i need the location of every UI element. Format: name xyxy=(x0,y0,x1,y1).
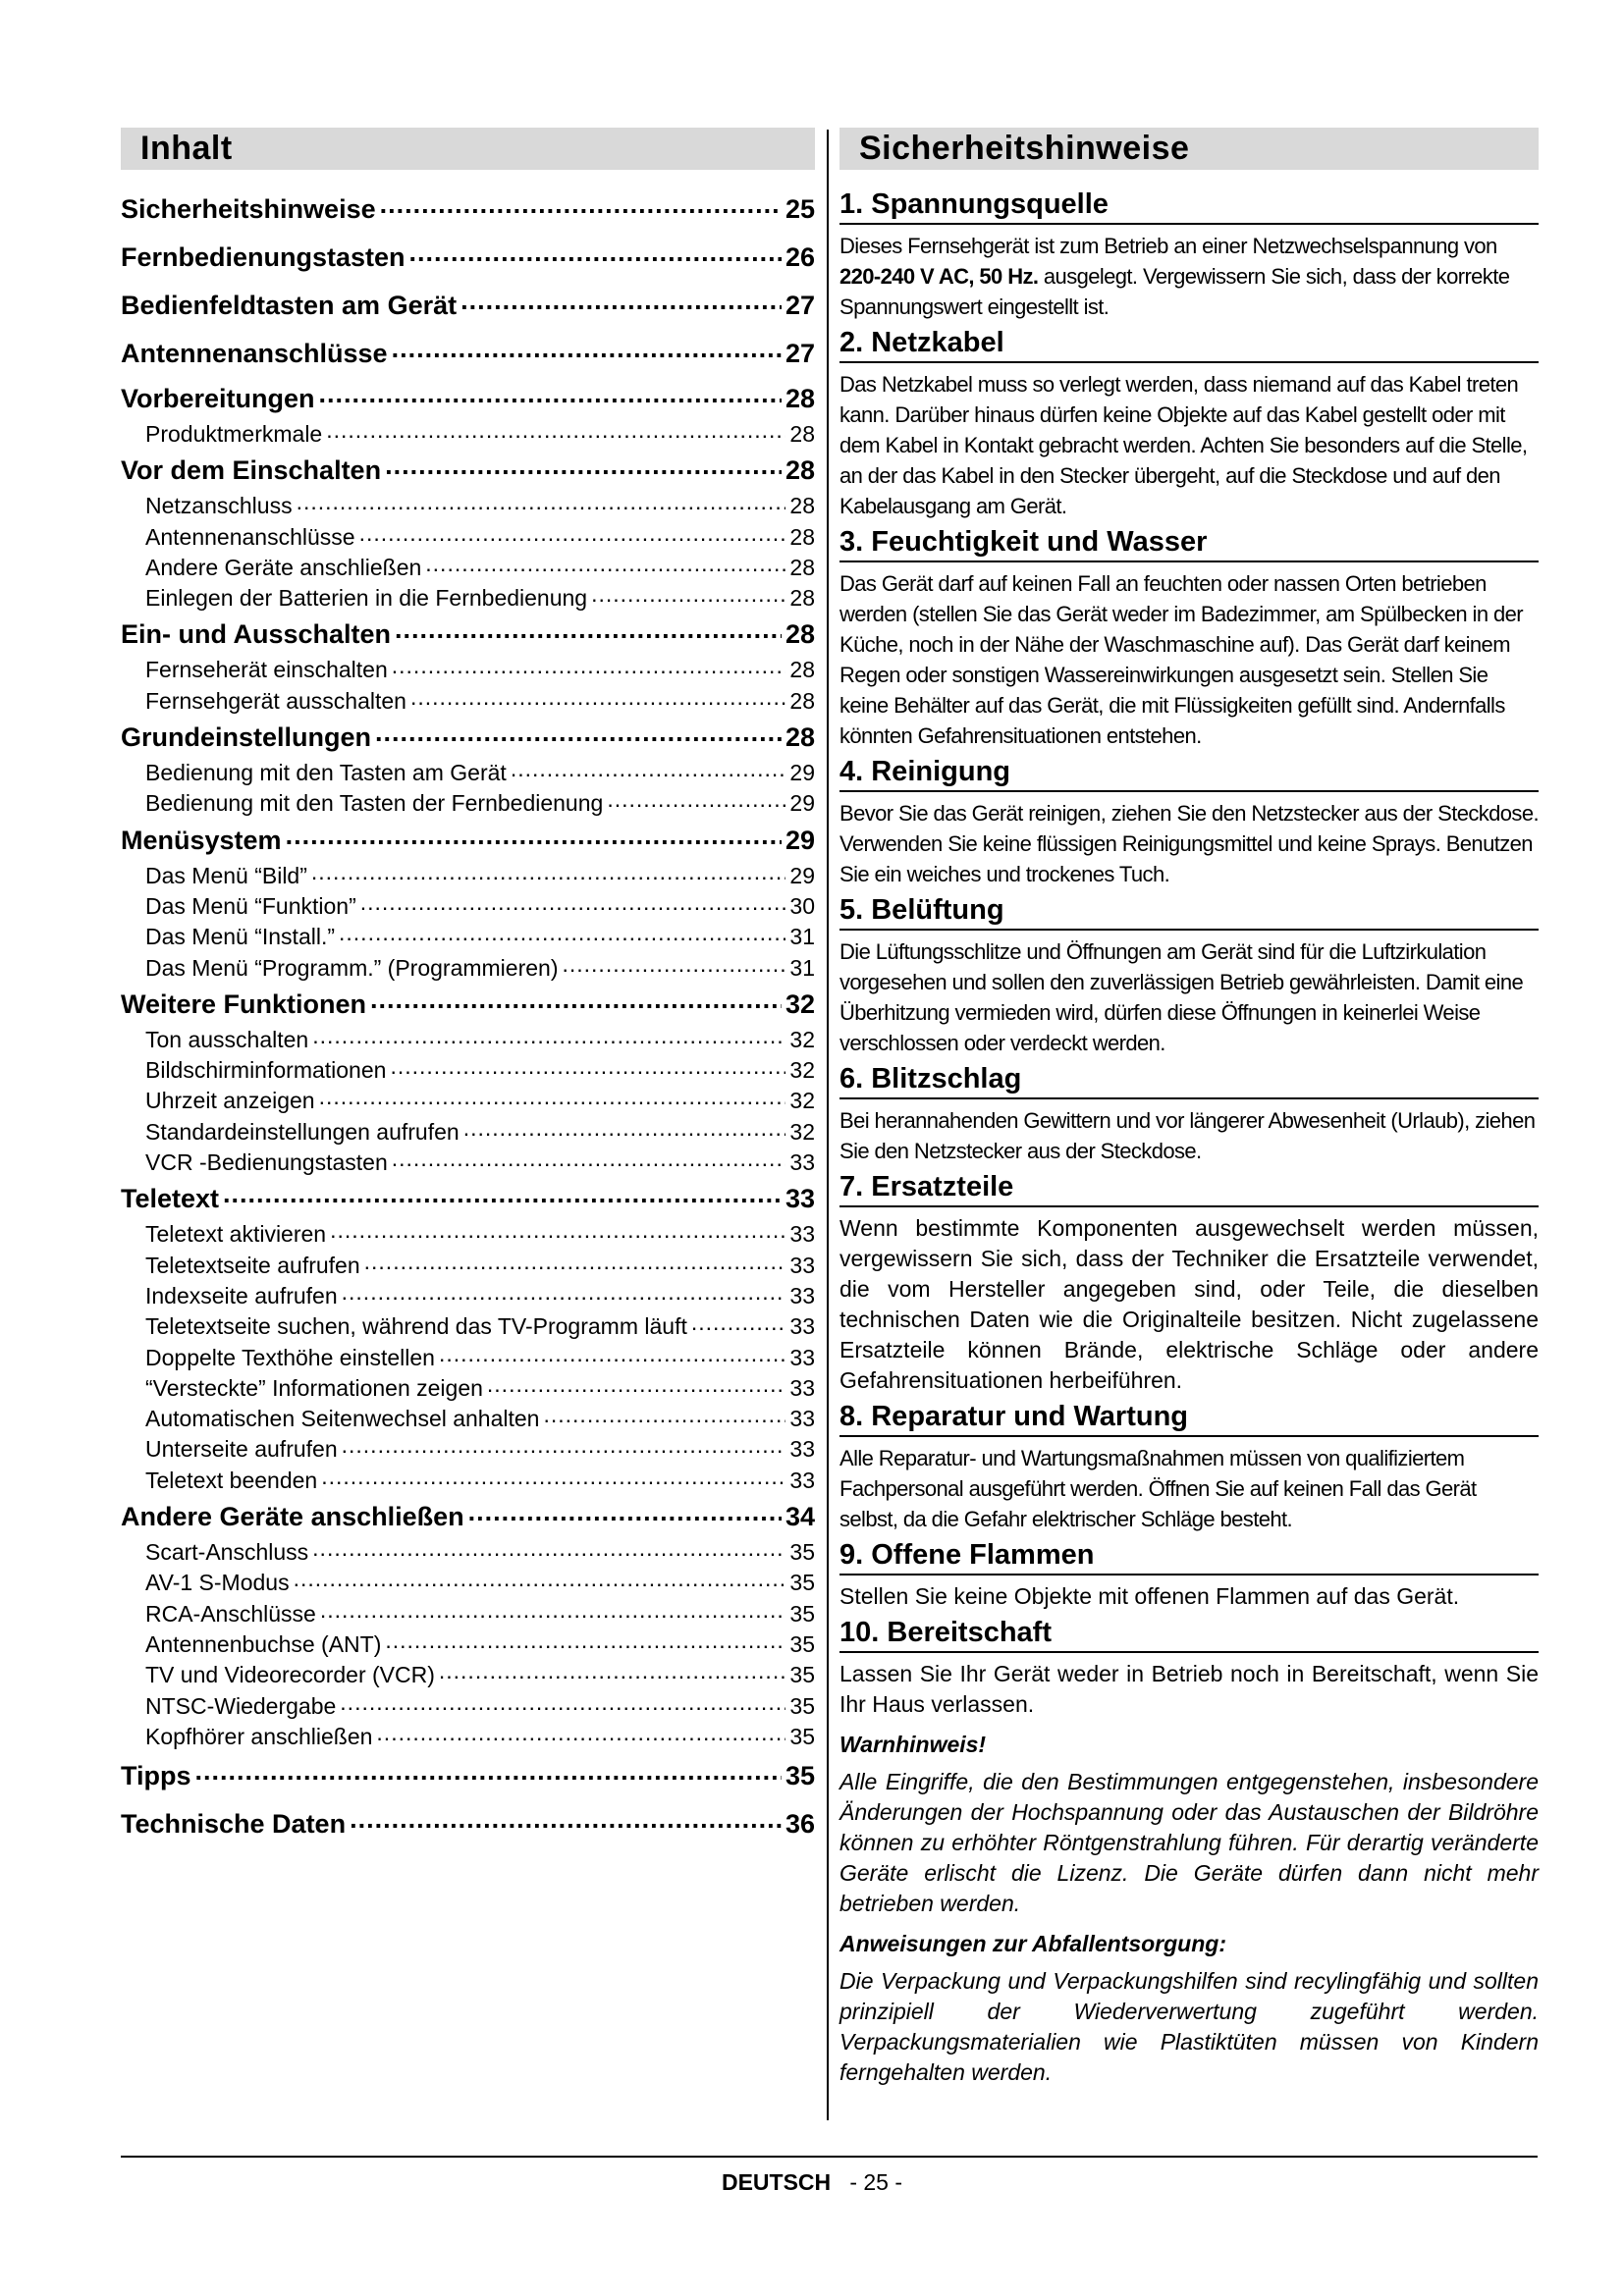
toc-subentry-title: Teletext aktivieren xyxy=(145,1221,327,1248)
toc-leader-dots xyxy=(312,1537,785,1560)
toc-subentry-title: Andere Geräte anschließen xyxy=(145,554,422,580)
toc-subentry-title: AV-1 S-Modus xyxy=(145,1570,290,1596)
toc-subentry-title: Bedienung mit den Tasten der Fernbedienung xyxy=(145,790,604,817)
toc-entry-title: Ein- und Ausschalten xyxy=(121,619,392,650)
toc-subentry xyxy=(121,1691,815,1722)
toc-subentry xyxy=(121,1629,815,1660)
toc-leader-dots xyxy=(691,1311,786,1334)
toc-subentry xyxy=(121,1117,815,1148)
toc-leader-dots xyxy=(330,1219,785,1242)
toc-subentry-title: Kopfhörer anschließen xyxy=(145,1723,373,1749)
toc-subentry-title: Bildschirminformationen xyxy=(145,1057,387,1084)
toc-subentry-title: RCA-Anschlüsse xyxy=(145,1600,316,1627)
toc-subentry-page: 35 xyxy=(789,1692,815,1719)
toc-subentry xyxy=(121,1722,815,1752)
toc-entry-page: 28 xyxy=(785,455,815,486)
toc-subentry-page: 28 xyxy=(789,687,815,714)
toc-subentry xyxy=(121,788,815,819)
toc-leader-dots xyxy=(468,1499,782,1525)
toc-entry-title: Menüsystem xyxy=(121,825,282,855)
toc-subentry-page: 33 xyxy=(789,1221,815,1248)
toc-leader-dots xyxy=(350,1806,782,1833)
toc-subentry xyxy=(121,419,815,450)
toc-subentry-page: 33 xyxy=(789,1467,815,1493)
toc-leader-dots xyxy=(562,953,785,976)
toc-entry-title: Technische Daten xyxy=(121,1809,347,1840)
toc-subentry-page: 28 xyxy=(789,493,815,519)
toc-header: Inhalt xyxy=(121,128,815,170)
toc-leader-dots xyxy=(409,240,782,266)
section-text: Alle Reparatur- und Wartungsmaßnahmen müssen von qualifiziertem Fachpersonal ausgeführt werden. Öffnen Sie auf keinen Fall das Gerät selbst, da die Gefahr elektrischer Schläge besteht. xyxy=(839,1446,1477,1531)
toc-subentry xyxy=(121,1148,815,1178)
toc-leader-dots xyxy=(326,419,785,442)
toc-subentry xyxy=(121,1251,815,1281)
toc-subentry xyxy=(121,655,815,685)
section-text: Wenn bestimmte Komponenten ausgewechselt werden müssen, vergewissern Sie sich, dass der Techniker die Ersatzteile verwendet, die vom Hersteller angegeben sind, oder Teile, die dieselben technischen Daten wie die Originalteile besitzen. Nicht zugelassene Ersatzteile können Brände, elektrische Schläge oder andere Gefahrensituationen herbeiführen. xyxy=(839,1215,1539,1393)
footer-language: DEUTSCH xyxy=(721,2169,832,2195)
toc-subentry-page: 31 xyxy=(789,924,815,950)
toc-entry-title: Bedienfeldtasten am Gerät xyxy=(121,291,458,320)
toc-leader-dots xyxy=(463,1117,786,1140)
toc-entry-title: Vorbereitungen xyxy=(121,384,315,413)
toc-subentry-title: “Versteckte” Informationen zeigen xyxy=(145,1374,483,1401)
toc-entry-title: Sicherheitshinweise xyxy=(121,194,376,224)
toc-subentry-title: TV und Videorecorder (VCR) xyxy=(145,1662,435,1688)
toc-subentry-page: 28 xyxy=(789,585,815,612)
toc-subentry-title: Das Menü “Install.” xyxy=(145,924,336,950)
toc-subentry xyxy=(121,1086,815,1116)
toc-subentry-page: 28 xyxy=(789,657,815,683)
toc-subentry xyxy=(121,1537,815,1568)
toc-subentry xyxy=(121,1373,815,1404)
toc-leader-dots xyxy=(312,1025,785,1047)
toc-subentry-title: Das Menü “Funktion” xyxy=(145,892,356,919)
section-text: Lassen Sie Ihr Gerät weder in Betrieb noch in Bereitschaft, wenn Sie Ihr Haus verlassen. xyxy=(839,1661,1539,1717)
page-footer xyxy=(0,2169,1624,2196)
toc-leader-dots xyxy=(380,191,782,218)
toc-subentry-page: 35 xyxy=(789,1662,815,1688)
toc-entry-page: 28 xyxy=(785,722,815,753)
toc-leader-dots xyxy=(395,616,782,643)
toc-entry-title: Grundeinstellungen xyxy=(121,722,372,753)
toc-subentry-page: 33 xyxy=(789,1149,815,1176)
toc-subentry-page: 35 xyxy=(789,1600,815,1627)
page-number: - 25 - xyxy=(849,2169,903,2195)
toc-subentry xyxy=(121,522,815,553)
section-text: Das Netzkabel muss so verlegt werden, dass niemand auf das Kabel treten kann. Darüber hinaus dürfen keine Objekte auf das Kabel gestellt oder mit dem Kabel in Kontakt gebracht werden. Achten Sie besonders auf die Stelle, an der das Kabel in den Stecker übergeht, auf die Steckdose und auf den Kabelausgang am Gerät. xyxy=(839,372,1528,518)
toc-subentry-page: 28 xyxy=(789,523,815,550)
toc-subentry-page: 32 xyxy=(789,1026,815,1052)
toc-leader-dots xyxy=(410,686,785,709)
toc-leader-dots xyxy=(294,1568,786,1590)
toc-entry xyxy=(121,234,815,282)
toc-subentry-title: Fernseherät einschalten xyxy=(145,657,388,683)
toc-entry xyxy=(121,614,815,655)
voltage-spec: 220-240 V AC, 50 Hz. xyxy=(839,264,1039,289)
toc-entry-title: Teletext xyxy=(121,1184,220,1214)
toc-subentry-title: Standardeinstellungen aufrufen xyxy=(145,1118,460,1145)
toc-subentry-page: 33 xyxy=(789,1344,815,1370)
toc-subentry xyxy=(121,1660,815,1690)
toc-subentry xyxy=(121,1466,815,1496)
toc-subentry-page: 31 xyxy=(789,954,815,981)
toc-subentry xyxy=(121,758,815,788)
toc-subentry-title: VCR -Bedienungstasten xyxy=(145,1149,388,1176)
toc-entry xyxy=(121,1496,815,1537)
section-text: Bei herannahenden Gewittern und vor längerer Abwesenheit (Urlaub), ziehen Sie den Netzstecker aus der Steckdose. xyxy=(839,1108,1536,1163)
toc-leader-dots xyxy=(311,861,786,883)
toc-leader-dots xyxy=(223,1181,782,1207)
toc-subentry-page: 35 xyxy=(789,1539,815,1566)
toc-subentry-title: Netzanschluss xyxy=(145,493,293,519)
toc-leader-dots xyxy=(340,1691,785,1714)
toc-leader-dots xyxy=(591,583,785,606)
section-title: 4. Reinigung xyxy=(839,755,1539,792)
toc-leader-dots xyxy=(286,823,782,849)
toc-entry xyxy=(121,1178,815,1219)
toc-entry-page: 29 xyxy=(785,825,815,855)
toc-entry-title: Andere Geräte anschließen xyxy=(121,1502,464,1532)
toc-leader-dots xyxy=(439,1343,785,1365)
toc-subentry-title: Einlegen der Batterien in die Fernbedienung xyxy=(145,585,588,612)
section-text: Die Lüftungsschlitze und Öffnungen am Gerät sind für die Luftzirkulation vorgesehen und sollen den zuverlässigen Betrieb gewährleisten. Damit eine Überhitzung vermieden wird, dürfen diese Öffnungen in keinerlei Weise verschlossen oder verdeckt werden. xyxy=(839,939,1524,1055)
toc-subentry-page: 29 xyxy=(789,760,815,786)
section-title: 5. Belüftung xyxy=(839,893,1539,931)
toc-entry xyxy=(121,330,815,378)
toc-subentry-page: 28 xyxy=(789,554,815,580)
toc-leader-dots xyxy=(543,1404,785,1426)
warning-text: Alle Eingriffe, die den Bestimmungen entgegenstehen, insbesondere Änderungen der Hochspannung oder das Austauschen der Bildröhre können zu erhöhter Röntgenstrahlung führen. Für derartig veränderte Geräte erlischt die Lizenz. Die Geräte dürfen dann nicht mehr betrieben werden. xyxy=(839,1769,1539,1916)
toc-subentry-page: 29 xyxy=(789,790,815,817)
toc-subentry xyxy=(121,1434,815,1465)
section-title: 10. Bereitschaft xyxy=(839,1616,1539,1653)
toc-entry-title: Vor dem Einschalten xyxy=(121,455,382,486)
toc-entry-page: 34 xyxy=(785,1502,815,1532)
toc-column xyxy=(121,128,815,1848)
toc-subentry-page: 33 xyxy=(789,1282,815,1308)
toc-leader-dots xyxy=(321,1466,785,1488)
toc-entry-title: Tipps xyxy=(121,1761,191,1791)
toc-leader-dots xyxy=(342,1281,786,1304)
toc-entry-page: 26 xyxy=(785,242,815,272)
toc-subentry xyxy=(121,553,815,583)
toc-subentry xyxy=(121,1055,815,1086)
toc-entry xyxy=(121,378,815,419)
toc-subentry-title: Antennenbuchse (ANT) xyxy=(145,1630,382,1657)
toc-subentry-page: 35 xyxy=(789,1570,815,1596)
toc-subentry xyxy=(121,1281,815,1311)
toc-subentry-page: 33 xyxy=(789,1436,815,1463)
toc-subentry-page: 29 xyxy=(789,862,815,888)
section-title: 6. Blitzschlag xyxy=(839,1062,1539,1099)
toc-entry-page: 35 xyxy=(785,1761,815,1791)
toc-subentry-title: Unterseite aufrufen xyxy=(145,1436,338,1463)
toc-leader-dots xyxy=(385,453,782,479)
toc-entry-page: 28 xyxy=(785,384,815,413)
toc-entry xyxy=(121,984,815,1025)
toc-leader-dots xyxy=(392,1148,786,1170)
toc-leader-dots xyxy=(360,891,786,914)
toc-subentry-title: NTSC-Wiedergabe xyxy=(145,1692,337,1719)
toc-subentry-title: Das Menü “Programm.” (Programmieren) xyxy=(145,954,559,981)
toc-subentry-title: Indexseite aufrufen xyxy=(145,1282,338,1308)
section-title: 9. Offene Flammen xyxy=(839,1538,1539,1575)
toc-subentry xyxy=(121,1404,815,1434)
toc-subentry-page: 30 xyxy=(789,892,815,919)
toc-entry xyxy=(121,186,815,234)
toc-entry xyxy=(121,1752,815,1800)
toc-subentry-title: Fernsehgerät ausschalten xyxy=(145,687,406,714)
toc-leader-dots xyxy=(607,788,785,811)
toc-entry-page: 32 xyxy=(785,988,815,1019)
toc-subentry xyxy=(121,891,815,922)
toc-subentry xyxy=(121,1343,815,1373)
toc-subentry-title: Antennenanschlüsse xyxy=(145,523,355,550)
toc-subentry-title: Doppelte Texthöhe einstellen xyxy=(145,1344,435,1370)
toc-entry-page: 25 xyxy=(785,194,815,224)
toc-leader-dots xyxy=(195,1758,782,1785)
toc-entry xyxy=(121,820,815,861)
section-title: 7. Ersatzteile xyxy=(839,1170,1539,1207)
toc-leader-dots xyxy=(375,720,782,746)
toc-leader-dots xyxy=(339,922,785,944)
toc-leader-dots xyxy=(390,1055,785,1078)
toc-subentry-page: 32 xyxy=(789,1088,815,1114)
toc-subentry-page: 28 xyxy=(789,421,815,447)
toc-leader-dots xyxy=(297,491,786,513)
toc-subentry-title: Ton ausschalten xyxy=(145,1026,309,1052)
table-of-contents xyxy=(121,186,815,1848)
safety-column xyxy=(839,128,1539,2088)
section-text: Stellen Sie keine Objekte mit offenen Flammen auf das Gerät. xyxy=(839,1583,1460,1609)
toc-subentry xyxy=(121,861,815,891)
section-title: 2. Netzkabel xyxy=(839,326,1539,363)
toc-entry-page: 27 xyxy=(785,291,815,320)
toc-subentry-title: Teletextseite suchen, während das TV-Programm läuft xyxy=(145,1313,687,1340)
section-text: Bevor Sie das Gerät reinigen, ziehen Sie den Netzstecker aus der Steckdose. Verwenden Sie keine flüssigen Reinigungsmittel und keine Sprays. Benutzen Sie ein weiches und trockenes Tuch. xyxy=(839,801,1539,886)
toc-entry xyxy=(121,717,815,758)
toc-subentry-title: Automatischen Seitenwechsel anhalten xyxy=(145,1406,540,1432)
toc-subentry xyxy=(121,953,815,984)
toc-leader-dots xyxy=(511,758,786,780)
toc-leader-dots xyxy=(425,553,785,575)
toc-entry xyxy=(121,282,815,330)
toc-leader-dots xyxy=(320,1599,786,1622)
toc-subentry xyxy=(121,1219,815,1250)
disposal-title: Anweisungen zur Abfallentsorgung: xyxy=(839,1931,1226,1956)
toc-entry-title: Fernbedienungstasten xyxy=(121,242,406,272)
toc-subentry-page: 33 xyxy=(789,1406,815,1432)
toc-subentry-title: Das Menü “Bild” xyxy=(145,862,307,888)
safety-header: Sicherheitshinweise xyxy=(839,128,1539,170)
toc-leader-dots xyxy=(359,522,786,545)
toc-entry-page: 33 xyxy=(785,1184,815,1214)
toc-entry xyxy=(121,450,815,491)
section-title: 1. Spannungsquelle xyxy=(839,187,1539,225)
toc-subentry-title: Teletext beenden xyxy=(145,1467,318,1493)
toc-subentry-page: 32 xyxy=(789,1057,815,1084)
toc-leader-dots xyxy=(370,987,782,1013)
toc-entry-title: Weitere Funktionen xyxy=(121,988,367,1019)
toc-subentry-title: Uhrzeit anzeigen xyxy=(145,1088,315,1114)
toc-leader-dots xyxy=(487,1373,786,1396)
toc-subentry-page: 33 xyxy=(789,1374,815,1401)
toc-subentry xyxy=(121,1599,815,1629)
toc-subentry-title: Bedienung mit den Tasten am Gerät xyxy=(145,760,507,786)
section-text: Das Gerät darf auf keinen Fall an feuchten oder nassen Orten betrieben werden (stellen Sie das Gerät weder im Badezimmer, am Spülbecken in der Küche, noch in der Nähe der Waschmaschine auf). Das Gerät darf keinem Regen oder sonstigen Wassereinwirkungen ausgesetzt sein. Stellen Sie keine Behälter auf das Gerät, die mit Flüssigkeiten gefüllt sind. Andernfalls könnten Gefahrensituationen entstehen. xyxy=(839,571,1523,748)
toc-entry-page: 36 xyxy=(785,1809,815,1840)
toc-subentry xyxy=(121,491,815,521)
toc-subentry-title: Produktmerkmale xyxy=(145,421,323,447)
toc-leader-dots xyxy=(385,1629,785,1652)
warning-title: Warnhinweis! xyxy=(839,1732,987,1757)
toc-entry-page: 27 xyxy=(785,339,815,368)
toc-entry-title: Antennenanschlüsse xyxy=(121,339,388,368)
toc-subentry-page: 33 xyxy=(789,1313,815,1340)
toc-subentry-title: Scart-Anschluss xyxy=(145,1539,309,1566)
toc-leader-dots xyxy=(342,1434,786,1457)
toc-subentry xyxy=(121,1311,815,1342)
toc-subentry-page: 35 xyxy=(789,1630,815,1657)
toc-subentry xyxy=(121,922,815,952)
toc-leader-dots xyxy=(392,655,786,677)
toc-subentry-page: 35 xyxy=(789,1723,815,1749)
toc-leader-dots xyxy=(319,381,782,407)
toc-entry-page: 28 xyxy=(785,619,815,650)
toc-entry xyxy=(121,1800,815,1848)
toc-subentry xyxy=(121,1025,815,1055)
section-title: 3. Feuchtigkeit und Wasser xyxy=(839,525,1539,562)
toc-subentry-page: 32 xyxy=(789,1118,815,1145)
disposal-text: Die Verpackung und Verpackungshilfen sind recylingfähig und sollten prinzipiell der Wiederverwertung zugeführt werden. Verpackungsmaterialien wie Plastiktüten müssen von Kindern ferngehalten werden. xyxy=(839,1968,1539,2085)
toc-leader-dots xyxy=(376,1722,785,1744)
column-divider xyxy=(827,130,829,2120)
toc-leader-dots xyxy=(392,336,782,362)
toc-leader-dots xyxy=(364,1251,786,1273)
section-text: Dieses Fernsehgerät ist zum Betrieb an einer Netzwechselspannung von 220-240 V AC, 50 Hz. ausgelegt. Vergewissern Sie sich, dass der korrekte Spannungswert eingestellt ist. xyxy=(839,234,1510,319)
toc-subentry-title: Teletextseite aufrufen xyxy=(145,1252,360,1278)
toc-subentry xyxy=(121,686,815,717)
toc-subentry xyxy=(121,583,815,614)
toc-leader-dots xyxy=(319,1086,786,1108)
toc-subentry xyxy=(121,1568,815,1598)
section-title: 8. Reparatur und Wartung xyxy=(839,1400,1539,1437)
toc-leader-dots xyxy=(460,288,782,314)
toc-leader-dots xyxy=(439,1660,786,1682)
toc-subentry-page: 33 xyxy=(789,1252,815,1278)
footer-rule xyxy=(121,2156,1538,2158)
